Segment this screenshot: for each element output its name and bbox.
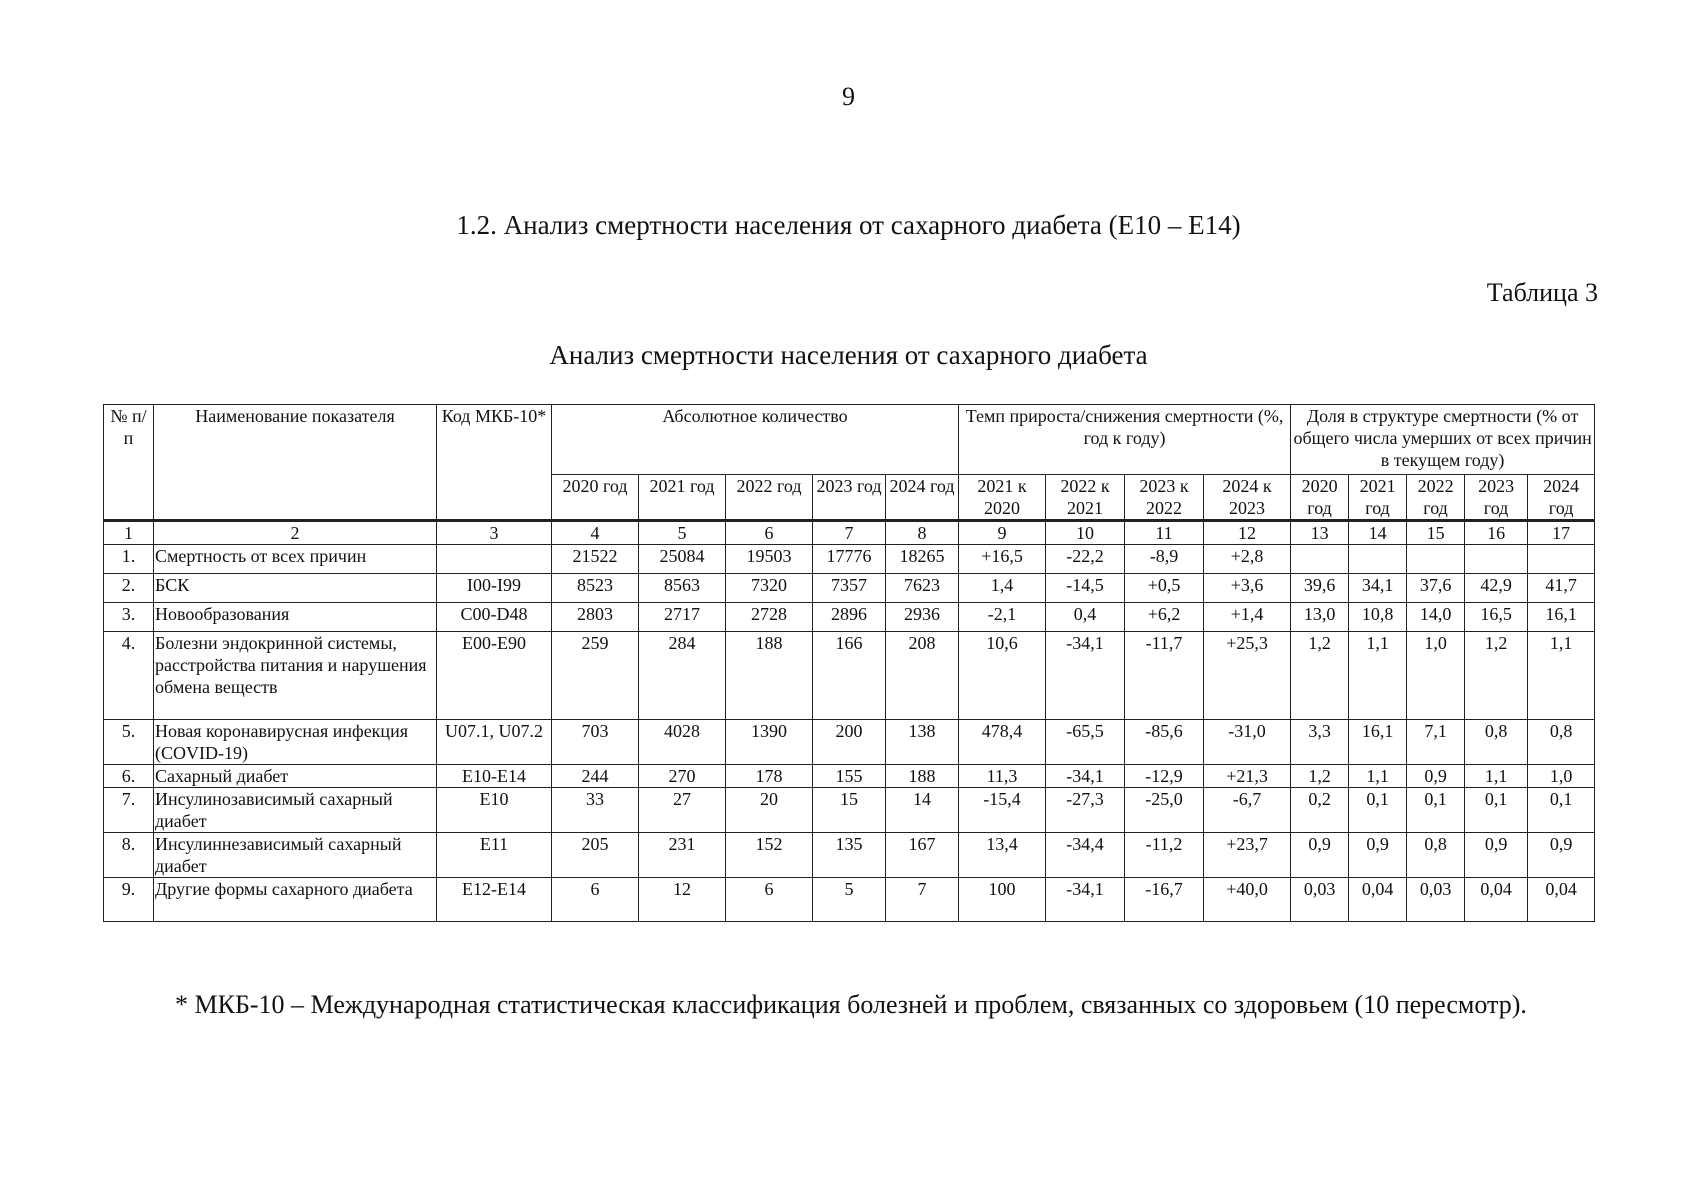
growth-rate: -22,2 (1046, 545, 1125, 574)
mortality-share: 0,8 (1407, 833, 1465, 878)
row-number: 3. (104, 603, 154, 632)
growth-rate: +6,2 (1125, 603, 1204, 632)
mortality-share (1407, 545, 1465, 574)
mortality-share: 0,04 (1465, 878, 1528, 922)
mortality-share: 3,3 (1291, 720, 1349, 765)
absolute-value: 2936 (886, 603, 959, 632)
absolute-value: 33 (552, 788, 639, 833)
mortality-share: 0,03 (1291, 878, 1349, 922)
icd-code: E10 (437, 788, 552, 833)
growth-rate: +16,5 (959, 545, 1046, 574)
mortality-share: 16,1 (1528, 603, 1595, 632)
header-growth-year: 2024 к 2023 (1204, 475, 1291, 521)
growth-rate: +0,5 (1125, 574, 1204, 603)
indicator-name: Смертность от всех причин (154, 545, 437, 574)
growth-rate: +25,3 (1204, 632, 1291, 720)
mortality-share: 0,04 (1349, 878, 1407, 922)
growth-rate: 100 (959, 878, 1046, 922)
icd-code: U07.1, U07.2 (437, 720, 552, 765)
mortality-share: 34,1 (1349, 574, 1407, 603)
header-growth-group: Темп прироста/снижения смертности (%, год к году) (959, 405, 1291, 475)
mortality-share: 1,1 (1528, 632, 1595, 720)
section-title: 1.2. Анализ смертности населения от сахарного диабета (Е10 – Е14) (456, 210, 1241, 240)
header-abs-year: 2024 год (886, 475, 959, 521)
growth-rate: -12,9 (1125, 765, 1204, 788)
header-num: № п/п (104, 405, 154, 521)
mortality-share: 10,8 (1349, 603, 1407, 632)
absolute-value: 138 (886, 720, 959, 765)
row-number: 6. (104, 765, 154, 788)
absolute-value: 208 (886, 632, 959, 720)
absolute-value: 200 (813, 720, 886, 765)
table-row (104, 720, 1595, 765)
table-row (104, 765, 1595, 788)
absolute-value: 135 (813, 833, 886, 878)
column-number: 15 (1407, 521, 1465, 545)
mortality-share: 0,2 (1291, 788, 1349, 833)
growth-rate: +23,7 (1204, 833, 1291, 878)
mortality-share: 0,1 (1349, 788, 1407, 833)
mortality-share: 1,0 (1528, 765, 1595, 788)
absolute-value: 7 (886, 878, 959, 922)
header-code: Код МКБ-10* (437, 405, 552, 521)
mortality-share (1528, 545, 1595, 574)
growth-rate: -65,5 (1046, 720, 1125, 765)
absolute-value: 25084 (639, 545, 726, 574)
growth-rate: 13,4 (959, 833, 1046, 878)
absolute-value: 8523 (552, 574, 639, 603)
column-number: 4 (552, 521, 639, 545)
row-number: 8. (104, 833, 154, 878)
growth-rate: +1,4 (1204, 603, 1291, 632)
icd-code: E11 (437, 833, 552, 878)
growth-rate: -16,7 (1125, 878, 1204, 922)
growth-rate: -14,5 (1046, 574, 1125, 603)
growth-rate: -31,0 (1204, 720, 1291, 765)
absolute-value: 4028 (639, 720, 726, 765)
mortality-share: 0,9 (1465, 833, 1528, 878)
absolute-value: 703 (552, 720, 639, 765)
growth-rate: -6,7 (1204, 788, 1291, 833)
table-row (104, 878, 1595, 922)
absolute-value: 19503 (726, 545, 813, 574)
mortality-share: 16,5 (1465, 603, 1528, 632)
header-share-year: 2020 год (1291, 475, 1349, 521)
column-number: 17 (1528, 521, 1595, 545)
absolute-value: 15 (813, 788, 886, 833)
mortality-table (103, 404, 1595, 922)
header-share-group: Доля в структуре смертности (% от общего числа умерших от всех причин в текущем году) (1291, 405, 1595, 475)
header-share-year: 2021 год (1349, 475, 1407, 521)
growth-rate: -34,1 (1046, 765, 1125, 788)
mortality-share: 0,9 (1528, 833, 1595, 878)
table-row (104, 545, 1595, 574)
absolute-value: 2728 (726, 603, 813, 632)
growth-rate: -34,1 (1046, 878, 1125, 922)
growth-rate: -15,4 (959, 788, 1046, 833)
table-row (104, 632, 1595, 720)
absolute-value: 259 (552, 632, 639, 720)
column-number: 3 (437, 521, 552, 545)
icd-code: I00-I99 (437, 574, 552, 603)
absolute-value: 14 (886, 788, 959, 833)
growth-rate: -11,7 (1125, 632, 1204, 720)
header-row-column-numbers (104, 521, 1595, 545)
row-number: 9. (104, 878, 154, 922)
growth-rate: -85,6 (1125, 720, 1204, 765)
mortality-share (1349, 545, 1407, 574)
header-name: Наименование показателя (154, 405, 437, 521)
absolute-value: 188 (726, 632, 813, 720)
mortality-share: 1,0 (1407, 632, 1465, 720)
absolute-value: 18265 (886, 545, 959, 574)
column-number: 10 (1046, 521, 1125, 545)
header-abs-year: 2020 год (552, 475, 639, 521)
absolute-value: 6 (726, 878, 813, 922)
mortality-share: 0,9 (1349, 833, 1407, 878)
header-abs-year: 2022 год (726, 475, 813, 521)
column-number: 11 (1125, 521, 1204, 545)
absolute-value: 2803 (552, 603, 639, 632)
row-number: 5. (104, 720, 154, 765)
mortality-share: 1,1 (1349, 765, 1407, 788)
absolute-value: 2717 (639, 603, 726, 632)
growth-rate: 0,4 (1046, 603, 1125, 632)
page-number: 9 (842, 82, 855, 111)
table-number: Таблица 3 (1486, 278, 1598, 307)
header-growth-year: 2022 к 2021 (1046, 475, 1125, 521)
growth-rate: -8,9 (1125, 545, 1204, 574)
header-abs-year: 2021 год (639, 475, 726, 521)
growth-rate: -34,1 (1046, 632, 1125, 720)
absolute-value: 20 (726, 788, 813, 833)
absolute-value: 7357 (813, 574, 886, 603)
absolute-value: 231 (639, 833, 726, 878)
growth-rate: -27,3 (1046, 788, 1125, 833)
mortality-share: 37,6 (1407, 574, 1465, 603)
mortality-share: 13,0 (1291, 603, 1349, 632)
header-row-groups (104, 405, 1595, 475)
growth-rate: +2,8 (1204, 545, 1291, 574)
absolute-value: 7320 (726, 574, 813, 603)
growth-rate: +21,3 (1204, 765, 1291, 788)
absolute-value: 270 (639, 765, 726, 788)
table-row (104, 833, 1595, 878)
indicator-name: Сахарный диабет (154, 765, 437, 788)
column-number: 6 (726, 521, 813, 545)
column-number: 9 (959, 521, 1046, 545)
absolute-value: 12 (639, 878, 726, 922)
mortality-share: 7,1 (1407, 720, 1465, 765)
table-row (104, 574, 1595, 603)
mortality-share: 39,6 (1291, 574, 1349, 603)
absolute-value: 167 (886, 833, 959, 878)
mortality-share: 0,03 (1407, 878, 1465, 922)
header-share-year: 2023 год (1465, 475, 1528, 521)
row-number: 2. (104, 574, 154, 603)
absolute-value: 188 (886, 765, 959, 788)
growth-rate: 11,3 (959, 765, 1046, 788)
mortality-share (1465, 545, 1528, 574)
mortality-share: 16,1 (1349, 720, 1407, 765)
table-title: Анализ смертности населения от сахарного диабета (549, 340, 1148, 370)
absolute-value: 17776 (813, 545, 886, 574)
column-number: 12 (1204, 521, 1291, 545)
absolute-value: 6 (552, 878, 639, 922)
indicator-name: Другие формы сахарного диабета (154, 878, 437, 922)
absolute-value: 284 (639, 632, 726, 720)
growth-rate: 1,4 (959, 574, 1046, 603)
absolute-value: 8563 (639, 574, 726, 603)
absolute-value: 5 (813, 878, 886, 922)
footnote: * МКБ-10 – Международная статистическая классификация болезней и проблем, связанных со здоровьем (10 пересмотр). (175, 990, 1527, 1019)
row-number: 7. (104, 788, 154, 833)
absolute-value: 152 (726, 833, 813, 878)
mortality-share: 0,1 (1465, 788, 1528, 833)
column-number: 13 (1291, 521, 1349, 545)
icd-code (437, 545, 552, 574)
mortality-share: 1,1 (1465, 765, 1528, 788)
mortality-share: 1,2 (1291, 765, 1349, 788)
mortality-share: 0,8 (1528, 720, 1595, 765)
mortality-share: 1,1 (1349, 632, 1407, 720)
mortality-share: 0,8 (1465, 720, 1528, 765)
icd-code: E12-E14 (437, 878, 552, 922)
indicator-name: Болезни эндокринной системы, расстройства питания и нарушения обмена веществ (154, 632, 437, 720)
absolute-value: 205 (552, 833, 639, 878)
mortality-share: 42,9 (1465, 574, 1528, 603)
row-number: 4. (104, 632, 154, 720)
absolute-value: 7623 (886, 574, 959, 603)
mortality-share: 0,1 (1407, 788, 1465, 833)
indicator-name: Новая коронавирусная инфекция (COVID-19) (154, 720, 437, 765)
growth-rate: 478,4 (959, 720, 1046, 765)
header-abs-group: Абсолютное количество (552, 405, 959, 475)
absolute-value: 155 (813, 765, 886, 788)
growth-rate: +40,0 (1204, 878, 1291, 922)
absolute-value: 244 (552, 765, 639, 788)
mortality-share (1291, 545, 1349, 574)
mortality-share: 41,7 (1528, 574, 1595, 603)
growth-rate: -34,4 (1046, 833, 1125, 878)
column-number: 5 (639, 521, 726, 545)
mortality-share: 0,04 (1528, 878, 1595, 922)
column-number: 1 (104, 521, 154, 545)
growth-rate: -11,2 (1125, 833, 1204, 878)
mortality-share: 1,2 (1465, 632, 1528, 720)
header-share-year: 2024 год (1528, 475, 1595, 521)
mortality-share: 14,0 (1407, 603, 1465, 632)
absolute-value: 1390 (726, 720, 813, 765)
column-number: 14 (1349, 521, 1407, 545)
indicator-name: Инсулинозависимый сахарный диабет (154, 788, 437, 833)
absolute-value: 166 (813, 632, 886, 720)
header-share-year: 2022 год (1407, 475, 1465, 521)
absolute-value: 27 (639, 788, 726, 833)
icd-code: E00-E90 (437, 632, 552, 720)
absolute-value: 178 (726, 765, 813, 788)
table-body (104, 545, 1595, 922)
table-row (104, 603, 1595, 632)
column-number: 7 (813, 521, 886, 545)
growth-rate: -25,0 (1125, 788, 1204, 833)
column-number: 2 (154, 521, 437, 545)
mortality-share: 0,9 (1407, 765, 1465, 788)
mortality-share: 0,1 (1528, 788, 1595, 833)
mortality-share: 0,9 (1291, 833, 1349, 878)
icd-code: C00-D48 (437, 603, 552, 632)
row-number: 1. (104, 545, 154, 574)
indicator-name: Инсулиннезависимый сахарный диабет (154, 833, 437, 878)
indicator-name: Новообразования (154, 603, 437, 632)
absolute-value: 2896 (813, 603, 886, 632)
absolute-value: 21522 (552, 545, 639, 574)
icd-code: E10-E14 (437, 765, 552, 788)
mortality-share: 1,2 (1291, 632, 1349, 720)
column-number: 16 (1465, 521, 1528, 545)
indicator-name: БСК (154, 574, 437, 603)
column-number: 8 (886, 521, 959, 545)
table-row (104, 788, 1595, 833)
growth-rate: 10,6 (959, 632, 1046, 720)
growth-rate: -2,1 (959, 603, 1046, 632)
growth-rate: +3,6 (1204, 574, 1291, 603)
header-growth-year: 2021 к 2020 (959, 475, 1046, 521)
header-growth-year: 2023 к 2022 (1125, 475, 1204, 521)
header-abs-year: 2023 год (813, 475, 886, 521)
